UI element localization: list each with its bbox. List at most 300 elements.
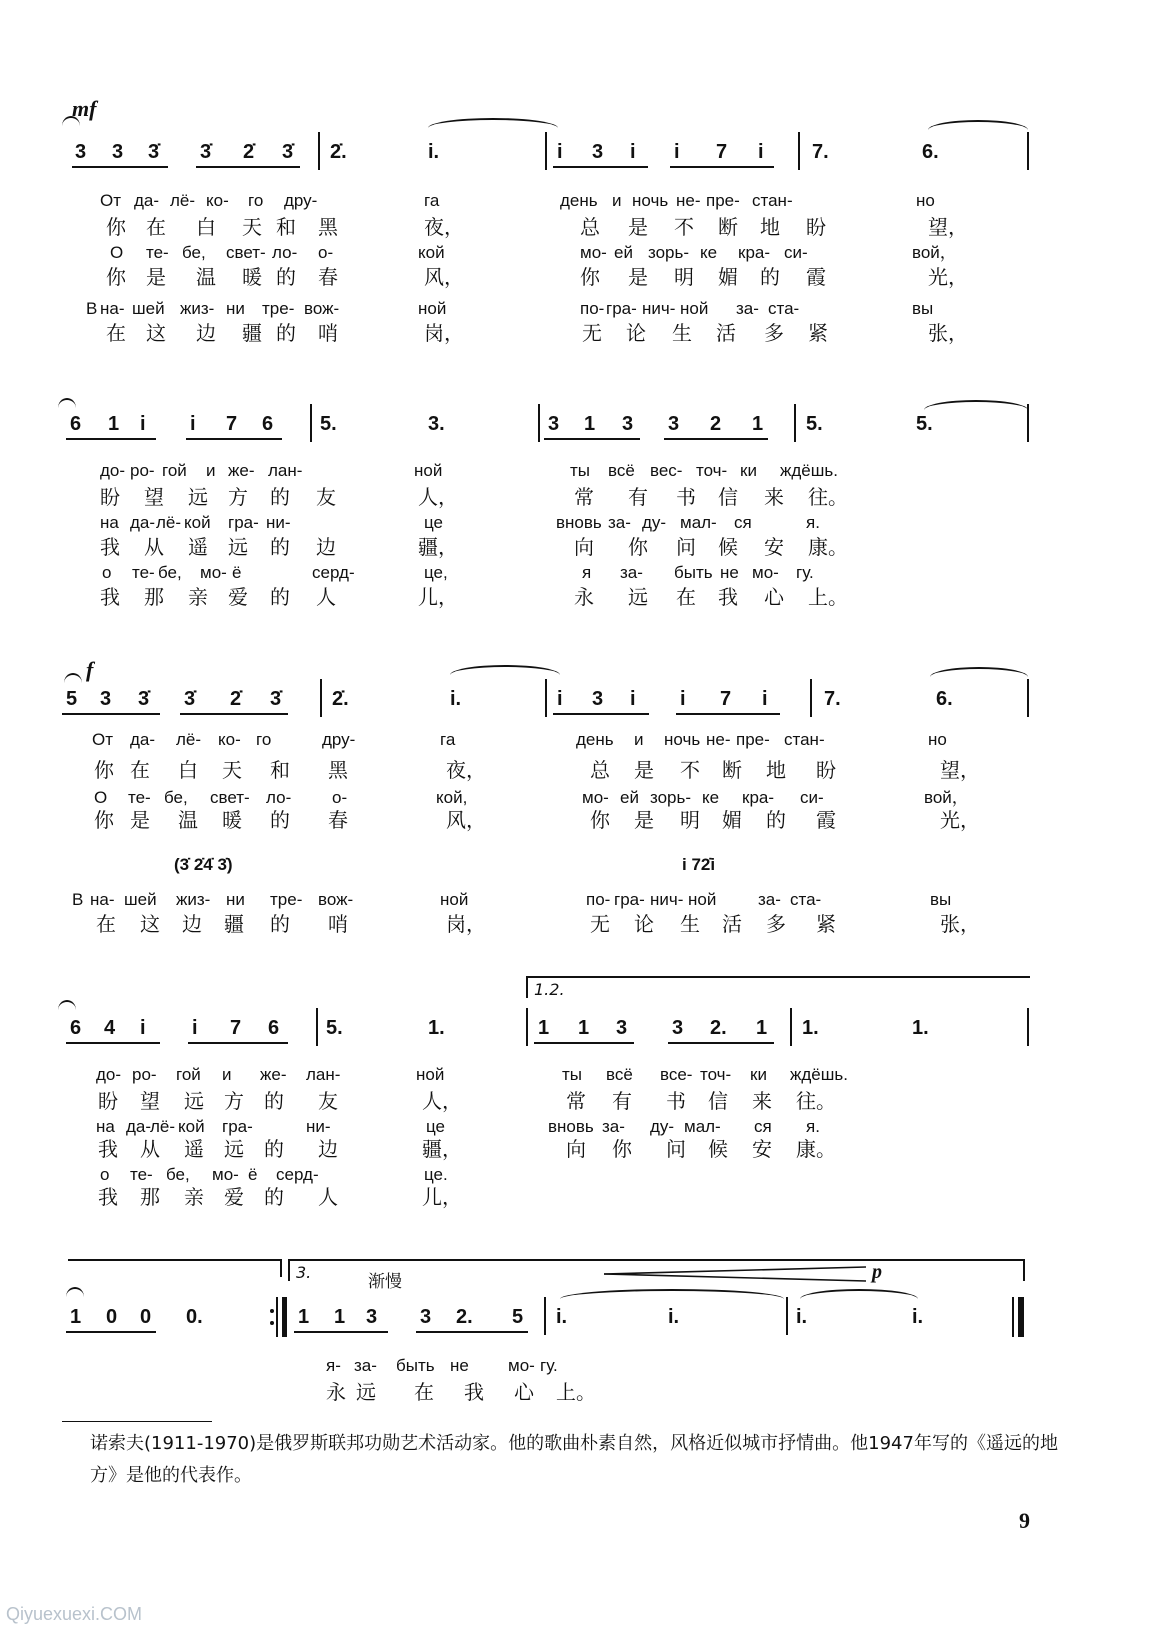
- lyric-word: 常: [566, 1089, 586, 1113]
- lyric-word: 远: [628, 585, 648, 609]
- lyric-word: ждёшь.: [780, 461, 838, 480]
- volta-label: 3.: [296, 1263, 312, 1282]
- lyric-word: тре-: [262, 299, 295, 318]
- note: 7: [230, 1017, 242, 1039]
- lyric-word: 远: [188, 485, 208, 509]
- lyric-word: на: [100, 513, 119, 532]
- lyric-word: 我: [718, 585, 738, 609]
- note: 1: [752, 413, 764, 435]
- lyric-word: 紧: [816, 912, 836, 936]
- lyric-word: 盼: [806, 215, 826, 239]
- lyric-word: 儿，: [422, 1185, 462, 1209]
- beam-underline: [196, 166, 300, 168]
- note: i.: [428, 141, 440, 163]
- note-row: [0, 687, 1150, 727]
- lyric-word: 你: [94, 758, 114, 782]
- note: 3: [616, 1017, 628, 1039]
- tie-arc: [800, 1289, 918, 1299]
- lyric-word: 向: [574, 535, 594, 559]
- lyric-word: о-: [318, 243, 334, 262]
- lyric-word: я: [582, 563, 592, 582]
- lyric-word: гра-: [614, 890, 645, 909]
- barline: [545, 679, 547, 717]
- lyric-word: 你: [612, 1137, 632, 1161]
- lyric-word: 和: [270, 758, 290, 782]
- lyric-word: пре-: [706, 191, 740, 210]
- lyric-word: дру-: [322, 730, 356, 749]
- barline: [320, 679, 322, 717]
- note: 7.: [812, 141, 829, 163]
- beam-underline: [534, 1042, 634, 1044]
- lyric-word: 媚: [722, 808, 742, 832]
- barline: [810, 679, 812, 717]
- lyric-word: по-: [586, 890, 611, 909]
- lyric-word: вы: [930, 890, 952, 909]
- lyric-word: 断: [718, 215, 738, 239]
- note: i: [190, 413, 196, 435]
- lyric-word: о: [100, 1165, 110, 1184]
- lyric-word: кой: [184, 513, 211, 532]
- lyric-word: за-: [758, 890, 781, 909]
- lyric-word: 无: [590, 912, 610, 936]
- note: 3: [672, 1017, 684, 1039]
- lyric-word: свет-: [210, 788, 250, 807]
- footnote-rule: [62, 1421, 212, 1422]
- lyric-word: 暖: [222, 808, 242, 832]
- lyric-word: 安: [764, 535, 784, 559]
- lyric-word: 信: [718, 485, 738, 509]
- lyric-word: 的: [276, 321, 296, 345]
- lyric-word: 白: [196, 215, 216, 239]
- lyric-word: гра-: [222, 1117, 253, 1136]
- lyric-word: 爱: [228, 585, 248, 609]
- lyric-word: 黑: [318, 215, 338, 239]
- barline: [310, 404, 312, 442]
- lyric-word: 心: [514, 1380, 534, 1404]
- beam-underline: [294, 1331, 388, 1333]
- lyric-word: ной: [680, 299, 709, 318]
- note: 3̇: [138, 688, 150, 710]
- lyric-word: 边: [318, 1137, 338, 1161]
- note: 1: [70, 1306, 82, 1328]
- lyric-word: 多: [766, 912, 786, 936]
- lyric-word: и: [634, 730, 644, 749]
- lyric-word: точ-: [696, 461, 728, 480]
- lyric-word: мал-: [684, 1117, 721, 1136]
- lyric-word: 疆，: [422, 1137, 462, 1161]
- lyric-word: свет-: [226, 243, 266, 262]
- lyric-word: 我: [100, 585, 120, 609]
- lyric-word: 友: [316, 485, 336, 509]
- lyric-word: на-: [100, 299, 125, 318]
- lyric-word: те-: [146, 243, 169, 262]
- barline: [538, 404, 540, 442]
- lyric-word: ты: [570, 461, 591, 480]
- lyric-word: 的: [276, 265, 296, 289]
- lyric-word: 往。: [796, 1089, 836, 1113]
- lyric-word: 的: [270, 912, 290, 936]
- lyric-word: за-: [354, 1356, 377, 1375]
- lyric-word: до-: [96, 1065, 122, 1084]
- lyric-word: вы: [912, 299, 934, 318]
- lyric-word: 这: [146, 321, 166, 345]
- lyric-word: 夜，: [446, 758, 486, 782]
- note: i: [758, 141, 764, 163]
- lyric-word: 是: [130, 808, 150, 832]
- lyric-word: ты: [562, 1065, 583, 1084]
- lyric-word: за-: [620, 563, 643, 582]
- note: 1: [584, 413, 596, 435]
- note: 3: [100, 688, 112, 710]
- note: i.: [912, 1306, 924, 1328]
- lyric-word: 亲: [184, 1185, 204, 1209]
- lyric-word: бе,: [182, 243, 206, 262]
- lyric-word: жиз-: [176, 890, 211, 909]
- beam-underline: [66, 438, 156, 440]
- lyric-word: 论: [634, 912, 654, 936]
- lyric-word: 问: [676, 535, 696, 559]
- lyric-word: 断: [722, 758, 742, 782]
- barline: [798, 132, 800, 170]
- note: 5: [512, 1306, 524, 1328]
- lyric-word: я-: [326, 1356, 341, 1375]
- lyric-word: си-: [800, 788, 824, 807]
- lyric-word: 的: [270, 585, 290, 609]
- lyric-word: ко-: [218, 730, 241, 749]
- lyric-word: гой: [176, 1065, 201, 1084]
- note: i: [557, 688, 563, 710]
- lyric-word: 的: [270, 808, 290, 832]
- lyric-word: 问: [666, 1137, 686, 1161]
- lyric-word: ной: [688, 890, 717, 909]
- barline: [1027, 404, 1029, 442]
- barline: [316, 1008, 318, 1046]
- note: 5: [66, 688, 78, 710]
- lyric-word: О: [94, 788, 108, 807]
- note: 2̇.: [332, 688, 349, 710]
- note: 2̇.: [330, 141, 347, 163]
- lyric-word: ной: [416, 1065, 445, 1084]
- lyric-word: гу.: [796, 563, 814, 582]
- lyric-word: и: [612, 191, 622, 210]
- lyric-word: шей: [132, 299, 165, 318]
- beam-underline: [186, 438, 282, 440]
- note: i.: [556, 1306, 568, 1328]
- lyric-word: ни: [226, 890, 245, 909]
- lyric-word: 那: [140, 1185, 160, 1209]
- note: 3̇: [270, 688, 282, 710]
- lyric-word: 光，: [940, 808, 980, 832]
- lyric-word: да-: [130, 730, 156, 749]
- lyric-word: 我: [464, 1380, 484, 1404]
- repeat-dot: [270, 1321, 274, 1325]
- tie-arc: [428, 118, 558, 128]
- lyric-word: кра-: [742, 788, 775, 807]
- lyric-word: 我: [98, 1185, 118, 1209]
- prev-ending-line: [68, 1259, 282, 1261]
- lyric-word: 张，: [928, 321, 968, 345]
- lyric-word: стан-: [752, 191, 793, 210]
- lyric-word: 有: [628, 485, 648, 509]
- lyric-word: о: [102, 563, 112, 582]
- lyric-word: кой: [418, 243, 445, 262]
- lyric-word: 边: [182, 912, 202, 936]
- lyric-word: дру-: [284, 191, 318, 210]
- lyric-word: 你: [94, 808, 114, 832]
- note: i: [140, 1017, 146, 1039]
- lyric-word: 上。: [556, 1380, 596, 1404]
- lyric-word: 风，: [446, 808, 486, 832]
- lyric-word: ни-: [266, 513, 291, 532]
- lyric-word: ночь: [664, 730, 701, 749]
- lyric-word: и: [206, 461, 216, 480]
- lyric-word: ной: [414, 461, 443, 480]
- note: i.: [796, 1306, 808, 1328]
- lyric-word: ки: [750, 1065, 767, 1084]
- beam-underline: [66, 1042, 160, 1044]
- barline: [526, 1008, 528, 1046]
- lyric-word: ста-: [790, 890, 822, 909]
- lyric-word: 我: [100, 535, 120, 559]
- lyric-word: 的: [264, 1089, 284, 1113]
- barline: [1027, 679, 1029, 717]
- note: 6.: [936, 688, 953, 710]
- lyric-word: день: [576, 730, 614, 749]
- lyric-word: 候: [708, 1137, 728, 1161]
- dynamic-mark: mf: [72, 96, 97, 121]
- lyric-word: 常: [574, 485, 594, 509]
- lyric-word: 望: [140, 1089, 160, 1113]
- lyric-word: 在: [96, 912, 116, 936]
- lyric-word: От: [92, 730, 114, 749]
- lyric-word: От: [100, 191, 122, 210]
- lyric-word: 天: [242, 215, 262, 239]
- lyric-word: 安: [752, 1137, 772, 1161]
- dynamic-mark: p: [872, 1261, 882, 1283]
- volta-label: 1.2.: [534, 980, 565, 999]
- lyric-word: ной: [440, 890, 469, 909]
- lyric-word: не-: [706, 730, 731, 749]
- lyric-word: да-: [134, 191, 160, 210]
- lyric-word: 人，: [418, 485, 458, 509]
- watermark: Qiyuexuexi.COM: [6, 1604, 143, 1624]
- tie-arc: [450, 665, 560, 675]
- lyric-word: 友: [318, 1089, 338, 1113]
- lyric-word: на-: [90, 890, 115, 909]
- lyric-word: 和: [276, 215, 296, 239]
- barline: [1027, 1008, 1029, 1046]
- tie-arc: [58, 1000, 76, 1010]
- note: 6: [70, 1017, 82, 1039]
- lyric-word: мо-: [580, 243, 607, 262]
- barline: [790, 1008, 792, 1046]
- lyric-word: 心: [764, 585, 784, 609]
- note: 3: [75, 141, 87, 163]
- lyric-word: ро-: [132, 1065, 157, 1084]
- note: 3: [112, 141, 124, 163]
- lyric-word: 生: [680, 912, 700, 936]
- lyric-word: 那: [144, 585, 164, 609]
- lyric-word: 白: [178, 758, 198, 782]
- lyric-word: це.: [424, 1165, 448, 1184]
- barline: [544, 1297, 546, 1335]
- lyric-word: 总: [580, 215, 600, 239]
- lyric-word: 紧: [808, 321, 828, 345]
- lyric-word: 总: [590, 758, 610, 782]
- lyric-word: 人，: [422, 1089, 462, 1113]
- note: 1: [298, 1306, 310, 1328]
- tie-arc: [58, 398, 76, 408]
- lyric-word: 不: [680, 758, 700, 782]
- crescendo-hairpin: [604, 1265, 866, 1283]
- beam-underline: [668, 1042, 774, 1044]
- note: 2̇: [230, 688, 242, 710]
- lyric-word: ко-: [206, 191, 229, 210]
- note: 3: [420, 1306, 432, 1328]
- lyric-word: 从: [144, 535, 164, 559]
- lyric-word: 无: [582, 321, 602, 345]
- lyric-word: вож-: [318, 890, 354, 909]
- lyric-word: 永: [574, 585, 594, 609]
- lyric-word: все-: [660, 1065, 693, 1084]
- beam-underline: [180, 713, 288, 715]
- beam-underline: [553, 166, 648, 168]
- lyric-word: 的: [766, 808, 786, 832]
- lyric-word: 在: [130, 758, 150, 782]
- note: 3: [668, 413, 680, 435]
- note: 0: [140, 1306, 152, 1328]
- note: i: [762, 688, 768, 710]
- lyric-word: 这: [140, 912, 160, 936]
- note: 7: [226, 413, 238, 435]
- beam-underline: [676, 713, 780, 715]
- note: 1: [108, 413, 120, 435]
- volta-bracket: [526, 976, 1030, 998]
- lyric-word: ке: [700, 243, 718, 262]
- lyric-word: 的: [264, 1137, 284, 1161]
- barline: [545, 132, 547, 170]
- note: 6.: [922, 141, 939, 163]
- lyric-word: В: [72, 890, 84, 909]
- lyric-word: 望，: [928, 215, 968, 239]
- lyric-word: вож-: [304, 299, 340, 318]
- note: 2.: [710, 1017, 727, 1039]
- final-barline-thin: [1012, 1297, 1014, 1337]
- lyric-word: 你: [628, 535, 648, 559]
- lyric-word: мо-: [508, 1356, 535, 1375]
- lyric-word: вновь: [556, 513, 602, 532]
- note: 5.: [326, 1017, 343, 1039]
- lyric-word: 哨: [318, 321, 338, 345]
- lyric-word: 书: [676, 485, 696, 509]
- note: 3̇: [282, 141, 294, 163]
- barline: [786, 1297, 788, 1335]
- lyric-word: 候: [718, 535, 738, 559]
- lyric-word: я.: [806, 1117, 820, 1136]
- variant-notes: i 72̇i: [682, 855, 716, 874]
- tie-arc: [560, 1289, 784, 1299]
- lyric-word: да-: [130, 513, 156, 532]
- lyric-word: те-: [130, 1165, 153, 1184]
- lyric-word: 往。: [808, 485, 848, 509]
- lyric-word: це: [424, 513, 444, 532]
- lyric-word: мо-: [212, 1165, 239, 1184]
- beam-underline: [66, 1331, 156, 1333]
- lyric-word: кра-: [738, 243, 771, 262]
- note: 7: [716, 141, 728, 163]
- lyric-word: 亲: [188, 585, 208, 609]
- lyric-word: 疆: [224, 912, 244, 936]
- lyric-word: ночь: [632, 191, 669, 210]
- lyric-word: 望: [144, 485, 164, 509]
- note: 1: [756, 1017, 768, 1039]
- note: 7: [720, 688, 732, 710]
- note: 3̇: [184, 688, 196, 710]
- note: 2.: [456, 1306, 473, 1328]
- lyric-word: лан-: [306, 1065, 341, 1084]
- lyric-word: 从: [140, 1137, 160, 1161]
- note: 3: [622, 413, 634, 435]
- note: i: [630, 141, 636, 163]
- lyric-word: ной: [418, 299, 447, 318]
- tie-arc: [924, 400, 1028, 410]
- lyric-word: 疆，: [418, 535, 458, 559]
- lyric-word: ей: [614, 243, 633, 262]
- lyric-word: 春: [318, 265, 338, 289]
- note: 6: [70, 413, 82, 435]
- lyric-word: 永: [326, 1380, 346, 1404]
- note: 5.: [806, 413, 823, 435]
- lyric-word: мал-: [680, 513, 717, 532]
- lyric-word: 的: [760, 265, 780, 289]
- note-row: [0, 1016, 1150, 1056]
- lyric-word: но: [928, 730, 947, 749]
- barline: [794, 404, 796, 442]
- lyric-word: 是: [634, 758, 654, 782]
- note: i: [674, 141, 680, 163]
- lyric-word: лё-: [170, 191, 196, 210]
- lyric-word: 的: [264, 1185, 284, 1209]
- note: 3: [592, 688, 604, 710]
- lyric-word: 遥: [188, 535, 208, 559]
- lyric-word: 上。: [808, 585, 848, 609]
- tie-arc: [928, 120, 1028, 130]
- lyric-word: ей: [620, 788, 639, 807]
- lyric-word: 是: [628, 265, 648, 289]
- beam-underline: [188, 1042, 288, 1044]
- lyric-word: ни: [226, 299, 245, 318]
- lyric-word: всё: [608, 461, 635, 480]
- tie-arc: [66, 1287, 84, 1297]
- lyric-word: ся: [754, 1117, 772, 1136]
- lyric-word: 岗，: [446, 912, 486, 936]
- lyric-word: 哨: [328, 912, 348, 936]
- lyric-word: 康。: [808, 535, 848, 559]
- lyric-word: ло-: [272, 243, 298, 262]
- lyric-word: ке: [702, 788, 720, 807]
- beam-underline: [416, 1331, 528, 1333]
- note-row: [0, 140, 1150, 180]
- lyric-word: гой: [162, 461, 187, 480]
- lyric-word: шей: [124, 890, 157, 909]
- lyric-word: и: [222, 1065, 232, 1084]
- lyric-word: гра-: [228, 513, 259, 532]
- note-row: [0, 412, 1150, 452]
- lyric-word: це,: [424, 563, 448, 582]
- note: 3̇: [200, 141, 212, 163]
- lyric-word: 是: [628, 215, 648, 239]
- lyric-word: ду-: [642, 513, 667, 532]
